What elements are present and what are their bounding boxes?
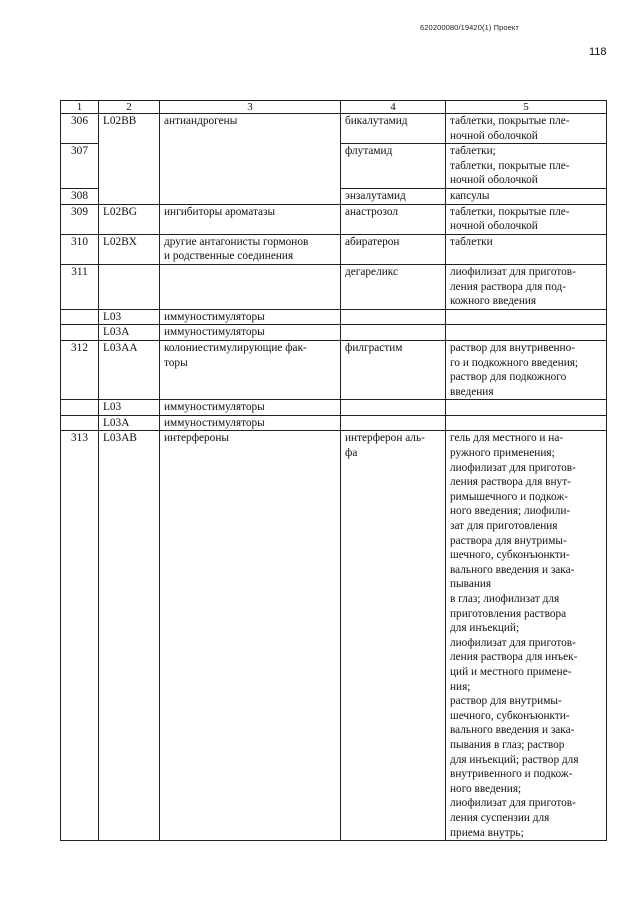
substance-cell [341,340,446,399]
group-cell [160,114,341,205]
dosage-form-cell [446,415,607,431]
substance-cell [341,234,446,264]
substance-cell [341,204,446,234]
group-cell [160,309,341,325]
row-number-cell: 313 [61,431,99,841]
dosage-form-text-line: ций и местного примене- [450,665,572,678]
dosage-form-text-line: ружного применения; [450,447,555,460]
table-row [61,204,607,234]
dosage-form-text-line: раствора для внутримы- [450,534,567,547]
group-cell [160,204,341,234]
dosage-form-text-line: лиофилизат для приготов- [450,797,576,810]
page-number: 118 [589,46,607,58]
row-number-cell [61,415,99,431]
dosage-form-cell [446,234,607,264]
substance-text-line: бикалутамид [345,115,408,127]
substance-cell [341,188,446,204]
substance-text-line: флутамид [345,145,393,158]
group-cell [160,431,341,841]
dosage-form-text-line: в глаз; лиофилизат для [450,593,560,605]
substance-text-line: энзалутамид [345,189,406,202]
substance-text-line: анастрозол [345,205,398,218]
substance-text-line: интерферон аль- [345,432,425,445]
atc-code-cell [99,264,160,309]
atc-code-cell: L02BG [99,204,160,234]
group-cell [160,340,341,399]
dosage-form-text-line: капсулы [450,189,490,202]
group-cell [160,415,341,431]
dosage-form-text-line: раствор для подкожного [450,371,567,384]
table-row [61,400,607,416]
row-number-cell: 308 [61,188,99,204]
column-header: 3 [160,101,341,114]
group-text-line: ингибиторы ароматазы [164,205,276,218]
dosage-form-text-line: таблетки; [450,145,496,158]
atc-code-cell: L03AB [99,431,160,841]
table-row [61,234,607,264]
dosage-form-text-line: шечного, субконъюнкти- [450,709,570,722]
substance-text-line: фа [345,447,358,460]
dosage-form-text-line: кожного введения [450,295,537,308]
dosage-form-text-line: шечного, субконъюнкти- [450,549,570,562]
dosage-form-text-line: таблетки [450,235,493,248]
substance-cell [341,400,446,416]
dosage-form-cell [446,114,607,144]
table-row [61,114,607,144]
substance-cell [341,309,446,325]
group-text-line: торы [164,356,188,369]
table-row [61,309,607,325]
substance-cell [341,325,446,341]
dosage-form-text-line: зат для приготовления [450,520,558,533]
dosage-form-text-line: ночной оболочкой [450,220,538,233]
row-number-cell: 311 [61,264,99,309]
dosage-form-text-line: лиофилизат для приготов- [450,461,576,474]
dosage-form-text-line: раствор для внутривенно- [450,341,575,354]
dosage-form-cell [446,325,607,341]
dosage-form-text-line: го и подкожного введения; [450,356,579,369]
dosage-form-text-line: ного введения; лиофили- [450,505,571,518]
table-row [61,415,607,431]
atc-code-cell: L03A [99,325,160,341]
group-text-line: иммуностимуляторы [164,416,265,429]
dosage-form-text-line: таблетки, покрытые пле- [450,205,570,218]
dosage-form-text-line: ления раствора для инъек- [450,651,578,664]
table-header-row [61,101,607,114]
group-cell [160,400,341,416]
column-header: 1 [61,101,99,114]
dosage-form-text-line: вального введения и зака- [450,724,575,737]
dosage-form-text-line: ночной оболочкой [450,174,538,187]
group-cell [160,325,341,341]
dosage-form-text-line: пывания [450,578,492,591]
dosage-form-text-line: раствор для внутримы- [450,695,562,708]
group-cell [160,264,341,309]
dosage-form-text-line: приема внутрь; [450,826,524,839]
row-number-cell [61,309,99,325]
dosage-form-cell [446,144,607,189]
group-text-line: колониестимулирующие фак- [164,341,307,354]
dosage-form-text-line: римышечного и подкож- [450,490,568,503]
row-number-cell: 310 [61,234,99,264]
row-number-cell: 309 [61,204,99,234]
dosage-form-cell [446,340,607,399]
dosage-form-text-line: лиофилизат для приготов- [450,265,576,278]
group-text-line: другие антагонисты гормонов [164,235,309,248]
substance-text-line: филграстим [345,341,403,354]
dosage-form-cell [446,204,607,234]
substance-cell [341,264,446,309]
dosage-form-text-line: ления раствора для внут- [450,476,571,489]
atc-code-cell: L03AA [99,340,160,399]
dosage-form-text-line: таблетки, покрытые пле- [450,115,570,127]
row-number-cell [61,325,99,341]
dosage-form-text-line: гель для местного и на- [450,432,564,445]
dosage-form-text-line: ления раствора для под- [450,280,567,293]
substance-text-line: дегареликс [345,265,398,278]
row-number-cell [61,400,99,416]
dosage-form-cell [446,400,607,416]
atc-code-cell: L03 [99,400,160,416]
column-header: 2 [99,101,160,114]
dosage-form-text-line: вального введения и зака- [450,563,575,576]
table-row [61,340,607,399]
dosage-form-cell [446,188,607,204]
dosage-form-text-line: введения [450,385,494,398]
substance-cell [341,114,446,144]
dosage-form-text-line: внутривенного и подкож- [450,768,573,781]
row-number-cell: 306 [61,114,99,144]
dosage-form-text-line: приготовления раствора [450,607,567,620]
dosage-form-text-line: пывания в глаз; раствор [450,738,565,751]
column-header: 4 [341,101,446,114]
dosage-form-cell [446,309,607,325]
dosage-form-text-line: лиофилизат для приготов- [450,636,576,649]
group-text-line: антиандрогены [164,115,238,127]
table-row [61,264,607,309]
substance-text-line: абиратерон [345,235,400,248]
dosage-form-text-line: ного введения; [450,782,522,795]
row-number-cell: 307 [61,144,99,189]
atc-code-cell: L03A [99,415,160,431]
dosage-form-text-line: для инъекций; [450,622,520,635]
column-header: 5 [446,101,607,114]
group-text-line: и родственные соединения [164,250,294,263]
group-cell [160,234,341,264]
substance-cell [341,144,446,189]
dosage-form-text-line: таблетки, покрытые пле- [450,159,570,172]
dosage-form-text-line: ления суспензии для [450,811,550,824]
dosage-form-text-line: ночной оболочкой [450,129,538,142]
dosage-form-text-line: для инъекций; раствор для [450,753,579,766]
group-text-line: иммуностимуляторы [164,326,265,339]
atc-code-cell: L02BB [99,114,160,205]
substance-cell [341,415,446,431]
atc-code-cell: L02BX [99,234,160,264]
dosage-form-cell [446,264,607,309]
dosage-form-cell [446,431,607,841]
document-id: 620200080/19420(1) Проект [420,23,519,32]
row-number-cell: 312 [61,340,99,399]
medicines-table [60,100,607,841]
atc-code-cell: L03 [99,309,160,325]
table-row [61,431,607,841]
group-text-line: иммуностимуляторы [164,401,265,414]
table-row [61,325,607,341]
substance-cell [341,431,446,841]
dosage-form-text-line: ния; [450,680,471,693]
group-text-line: интерфероны [164,432,229,445]
group-text-line: иммуностимуляторы [164,310,265,323]
